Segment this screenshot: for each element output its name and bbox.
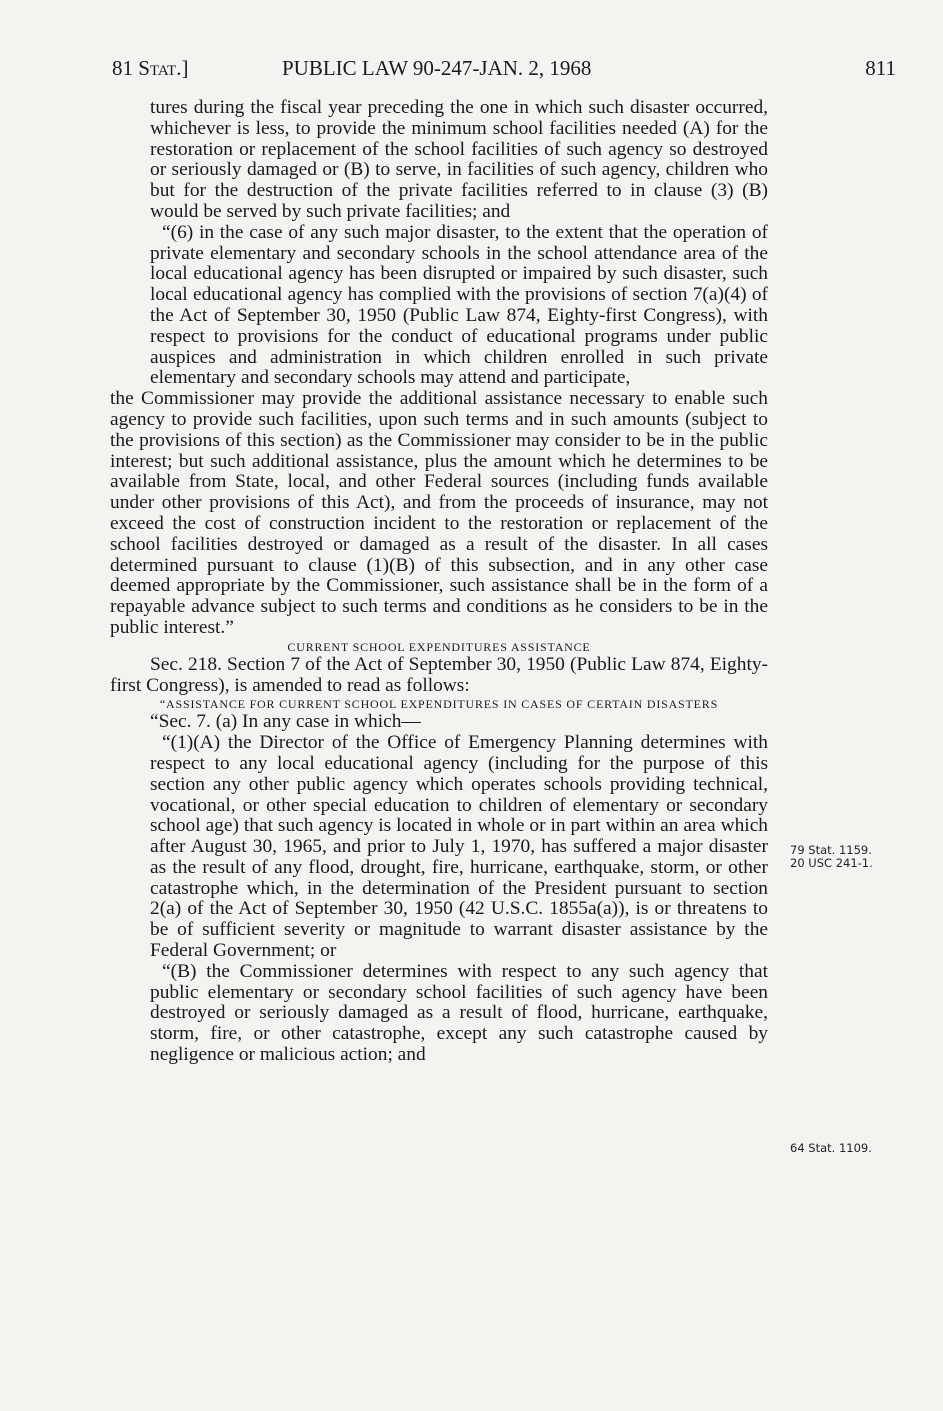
page-number: 811 xyxy=(865,56,896,80)
clause-6: “(6) in the case of any such major disaster, to the extent that the operation of private elementary and secondary schools in the school attendance area of the local educational agency has been disrupted or impaired by such disaster, such local educational agency has complied with the provisions of section 7(a)(4) of the Act of September 30, 1950 (Public Law 874, Eighty-first Congress), with respect to provisions for the conduct of educational programs under public auspices and administration in which children enrolled in such private elementary and secondary schools may attend and participate, xyxy=(150,221,768,389)
paragraph-commissioner: the Commissioner may provide the additional assistance necessary to enable such agency to provide such facilities, upon such terms and in such amounts (subject to the provisions of this section) as the Commissioner may consider to be in the public interest; but such additional assistance, plus the amount which he determines to be available from State, local, and other Federal sources (including funds available under other provisions of this Act), and from the proceeds of insurance, may not exceed the cost of construction incident to the restoration or replacement of the school facilities destroyed or damaged as a result of the disaster. In all cases determined pursuant to clause (1)(B) of this subsection, and in any other case deemed appropriate by the Commissioner, such assistance shall be in the form of a repayable advance subject to such terms and conditions as he considers to be in the public interest.” xyxy=(110,388,768,638)
section-heading-disasters: “ASSISTANCE FOR CURRENT SCHOOL EXPENDITURES IN CASES OF CERTAIN DISASTERS xyxy=(159,697,719,712)
volume-reference: 81 Stat.] xyxy=(112,56,189,80)
clause-1a: “(1)(A) the Director of the Office of Emergency Planning determines with respect to any local educational agency (including for the purpose of this section any other public agency which operates schools providing technical, vocational, or other special education to children of elementary or secondary school age) that such agency is located in whole or in part within an area which after August 30, 1965, and prior to July 1, 1970, has suffered a major disaster as the result of any flood, drought, fire, hurricane, earthquake, storm, or other catastrophe which, in the determination of the President pursuant to section 2(a) of the Act of September 30, 1950 (42 U.S.C. 1855a(a)), is or threatens to be of sufficient severity or magnitude to warrant disaster assistance by the Federal Government; or xyxy=(150,732,768,962)
section-heading-current-expenditures: CURRENT SCHOOL EXPENDITURES ASSISTANCE xyxy=(287,639,591,654)
running-header xyxy=(112,56,896,86)
section-218: Sec. 218. Section 7 of the Act of September 30, 1950 (Public Law 874, Eighty-first Congress), is amended to read as follows: xyxy=(110,653,768,696)
clause-1b: “(B) the Commissioner determines with respect to any such agency that public elementary or secondary school facilities of such agency have been destroyed or seriously damaged as a result of flood, hurricane, earthquake, storm, fire, or other catastrophe, except any such catastrophe caused by negligence or malicious action; and xyxy=(150,960,768,1066)
page-title: PUBLIC LAW 90-247-JAN. 2, 1968 xyxy=(282,56,592,80)
paragraph-continuation: tures during the fiscal year preceding the one in which such disaster occurred, whichever is less, to provide the minimum school facilities needed (A) for the restoration or replacement of the school facilities of such agency so destroyed or seriously damaged or (B) to serve, in facilities of such agency, children who but for the destruction of the private facilities referred to in clause (3) (B) would be served by such private facilities; and xyxy=(150,97,768,222)
section-7a: “Sec. 7. (a) In any case in which— xyxy=(150,711,421,733)
margin-note-citation-2: 64 Stat. 1109. xyxy=(790,1141,872,1155)
margin-note-citation xyxy=(790,844,873,870)
margin-note-line: 20 USC 241-1. xyxy=(790,856,873,870)
margin-note-line: 79 Stat. 1159. xyxy=(790,843,872,857)
page-body xyxy=(110,98,768,1066)
